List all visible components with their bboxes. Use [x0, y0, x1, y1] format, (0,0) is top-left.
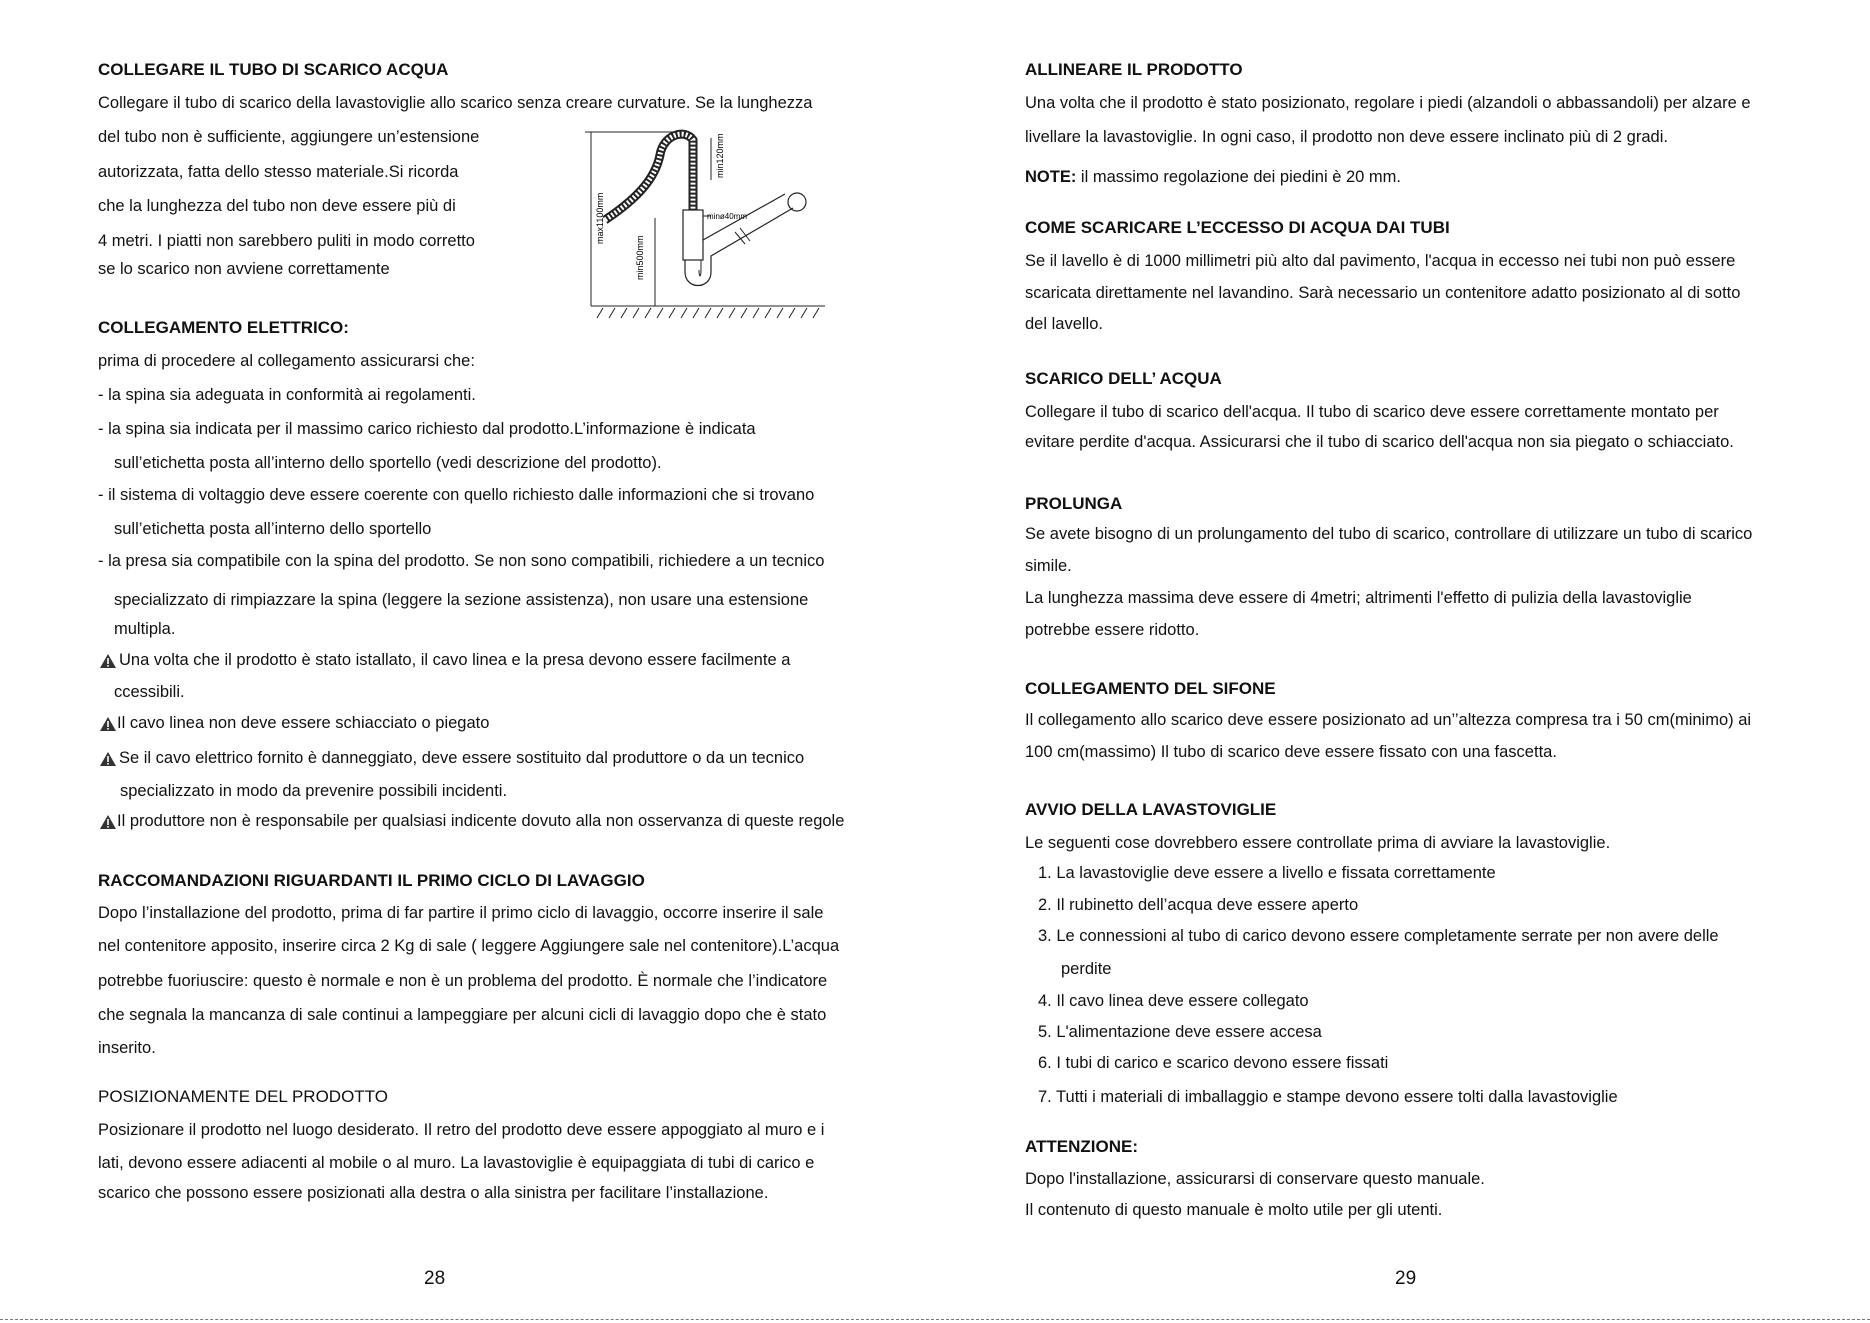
first-cycle-line-4: che segnala la mancanza di sale continui a lampeggiare per alcuni cicli di lavaggio dopo che è stato — [98, 1006, 827, 1024]
extension-line-2: simile. — [1025, 557, 1072, 575]
warning-line-3: Il cavo linea non deve essere schiacciato o piegato — [117, 714, 490, 732]
label-max-height: max1100mm — [595, 192, 605, 244]
electrical-line-5: sull’etichetta posta all’interno dello sportello — [114, 520, 432, 538]
page-number: 28 — [424, 1268, 446, 1289]
heading-attention: ATTENZIONE: — [1025, 1137, 1139, 1156]
extension-line-3: La lunghezza massima deve essere di 4metri; altrimenti l'effetto di pulizia della lavastoviglie — [1025, 589, 1692, 607]
drain-line-6: se lo scarico non avviene correttamente — [98, 260, 390, 278]
drain-line-4: che la lunghezza del tubo non deve essere più di — [98, 197, 456, 215]
excess-water-line-1: Se il lavello è di 1000 millimetri più alto dal pavimento, l'acqua in eccesso nei tubi non può essere — [1025, 252, 1736, 270]
startup-item-1: 1. La lavastoviglie deve essere a livello e fissata correttamente — [1038, 864, 1496, 882]
extension-line-1: Se avete bisogno di un prolungamento del tubo di scarico, controllare di utilizzare un tubo di scarico — [1025, 525, 1753, 543]
heading-siphon: COLLEGAMENTO DEL SIFONE — [1025, 679, 1276, 698]
water-drain-line-1: Collegare il tubo di scarico dell'acqua. Il tubo di scarico deve essere correttamente montato per — [1025, 403, 1719, 421]
warning-line-5: specializzato in modo da prevenire possibili incidenti. — [120, 782, 508, 800]
startup-item-7: 7. Tutti i materiali di imballaggio e stampe devono essere tolti dalla lavastoviglie — [1038, 1088, 1618, 1106]
heading-positioning: POSIZIONAMENTE DEL PRODOTTO — [98, 1087, 388, 1106]
warning-line-4: Se il cavo elettrico fornito è danneggiato, deve essere sostituito dal produttore o da un tecnico — [119, 749, 805, 767]
label-min-height: min500mm — [635, 235, 645, 280]
align-line-1: Una volta che il prodotto è stato posizionato, regolare i piedi (alzandoli o abbassandoli) per alzare e — [1025, 94, 1751, 112]
drain-line-1: Collegare il tubo di scarico della lavastoviglie allo scarico senza creare curvature. Se la lunghezza — [98, 94, 813, 112]
align-note — [1025, 168, 1401, 187]
excess-water-line-2: scaricata direttamente nel lavandino. Sarà necessario un contenitore adatto posizionato al di sotto — [1025, 284, 1741, 302]
heading-excess-water: COME SCARICARE L’ECCESSO DI ACQUA DAI TUBI — [1025, 218, 1450, 237]
startup-item-3-cont: perdite — [1061, 960, 1112, 978]
electrical-line-4: - il sistema di voltaggio deve essere coerente con quello richiesto dalle informazioni che si trovano — [98, 486, 815, 504]
warning-icon — [99, 814, 117, 830]
electrical-line-6: - la presa sia compatibile con la spina del prodotto. Se non sono compatibili, richiedere a un tecnico — [98, 552, 825, 570]
siphon-line-2: 100 cm(massimo) Il tubo di scarico deve essere fissato con una fascetta. — [1025, 743, 1557, 761]
align-line-2: livellare la lavastoviglie. In ogni caso, il prodotto non deve essere inclinato più di 2 gradi. — [1025, 128, 1668, 146]
startup-item-4: 4. Il cavo linea deve essere collegato — [1038, 992, 1309, 1010]
electrical-line-3: sull’etichetta posta all’interno dello sportello (vedi descrizione del prodotto). — [114, 454, 662, 472]
startup-item-5: 5. L'alimentazione deve essere accesa — [1038, 1023, 1322, 1041]
heading-electrical: COLLEGAMENTO ELETTRICO: — [98, 318, 349, 337]
warning-line-6: Il produttore non è responsabile per qualsiasi indicente dovuto alla non osservanza di queste regole — [117, 812, 845, 830]
drain-line-2: del tubo non è sufficiente, aggiungere un’estensione — [98, 128, 480, 146]
positioning-line-3: scarico che possono essere posizionati alla destra o alla sinistra per facilitare l’installazione. — [98, 1184, 769, 1202]
drain-hose-diagram — [585, 120, 830, 320]
first-cycle-line-5: inserito. — [98, 1039, 156, 1057]
heading-first-cycle: RACCOMANDAZIONI RIGUARDANTI IL PRIMO CICLO DI LAVAGGIO — [98, 871, 645, 890]
electrical-line-1: - la spina sia adeguata in conformità ai regolamenti. — [98, 386, 476, 404]
first-cycle-line-2: nel contenitore apposito, inserire circa 2 Kg di sale ( leggere Aggiungere sale nel contenitore).L’acqua — [98, 937, 840, 955]
warning-icon — [99, 653, 117, 669]
label-min-loop: min120mm — [715, 133, 725, 178]
page-number: 29 — [1395, 1268, 1417, 1289]
warning-icon — [99, 751, 117, 767]
startup-item-6: 6. I tubi di carico e scarico devono essere fissati — [1038, 1054, 1389, 1072]
first-cycle-line-3: potrebbe fuoriuscire: questo è normale e non è un problema del prodotto. È normale che l’indicatore — [98, 972, 828, 990]
heading-drain: COLLEGARE IL TUBO DI SCARICO ACQUA — [98, 60, 449, 79]
positioning-line-2: lati, devono essere adiacenti al mobile o al muro. La lavastoviglie è equipaggiata di tubi di carico e — [98, 1154, 815, 1172]
electrical-line-2: - la spina sia indicata per il massimo carico richiesto dal prodotto.L’informazione è indicata — [98, 420, 756, 438]
startup-item-3: 3. Le connessioni al tubo di carico devono essere completamente serrate per non avere delle — [1038, 927, 1719, 945]
page-bottom-edge — [0, 1319, 1870, 1320]
note-label: NOTE: — [1025, 168, 1077, 186]
label-min-diameter: minø40mm — [707, 212, 748, 221]
warning-icon — [99, 716, 117, 732]
heading-extension: PROLUNGA — [1025, 494, 1123, 513]
attention-line-2: Il contenuto di questo manuale è molto utile per gli utenti. — [1025, 1201, 1443, 1219]
heading-startup: AVVIO DELLA LAVASTOVIGLIE — [1025, 800, 1277, 819]
startup-item-2: 2. Il rubinetto dell’acqua deve essere aperto — [1038, 896, 1359, 914]
water-drain-line-2: evitare perdite d'acqua. Assicurarsi che il tubo di scarico dell'acqua non sia piegato o schiacciato. — [1025, 433, 1734, 451]
electrical-line-7: specializzato di rimpiazzare la spina (leggere la sezione assistenza), non usare una estensione — [114, 591, 809, 609]
heading-align: ALLINEARE IL PRODOTTO — [1025, 60, 1243, 79]
note-text: il massimo regolazione dei piedini è 20 mm. — [1076, 168, 1401, 186]
excess-water-line-3: del lavello. — [1025, 315, 1103, 333]
electrical-intro: prima di procedere al collegamento assicurarsi che: — [98, 352, 475, 370]
extension-line-4: potrebbe essere ridotto. — [1025, 621, 1200, 639]
electrical-line-8: multipla. — [114, 620, 176, 638]
heading-water-drain: SCARICO DELL’ ACQUA — [1025, 369, 1222, 388]
warning-line-2: ccessibili. — [114, 683, 185, 701]
drain-line-3: autorizzata, fatta dello stesso materiale.Si ricorda — [98, 163, 459, 181]
siphon-line-1: Il collegamento allo scarico deve essere posizionato ad un’’altezza compresa tra i 50 cm(minimo) ai — [1025, 711, 1752, 729]
attention-line-1: Dopo l'installazione, assicurarsi di conservare questo manuale. — [1025, 1170, 1485, 1188]
first-cycle-line-1: Dopo l’installazione del prodotto, prima di far partire il primo ciclo di lavaggio, occorre inserire il sale — [98, 904, 824, 922]
drain-line-5: 4 metri. I piatti non sarebbero puliti in modo corretto — [98, 232, 475, 250]
warning-line-1: Una volta che il prodotto è stato istallato, il cavo linea e la presa devono essere facilmente a — [119, 651, 791, 669]
startup-intro: Le seguenti cose dovrebbero essere controllate prima di avviare la lavastoviglie. — [1025, 834, 1611, 852]
positioning-line-1: Posizionare il prodotto nel luogo desiderato. Il retro del prodotto deve essere appoggiato al muro e i — [98, 1121, 825, 1139]
